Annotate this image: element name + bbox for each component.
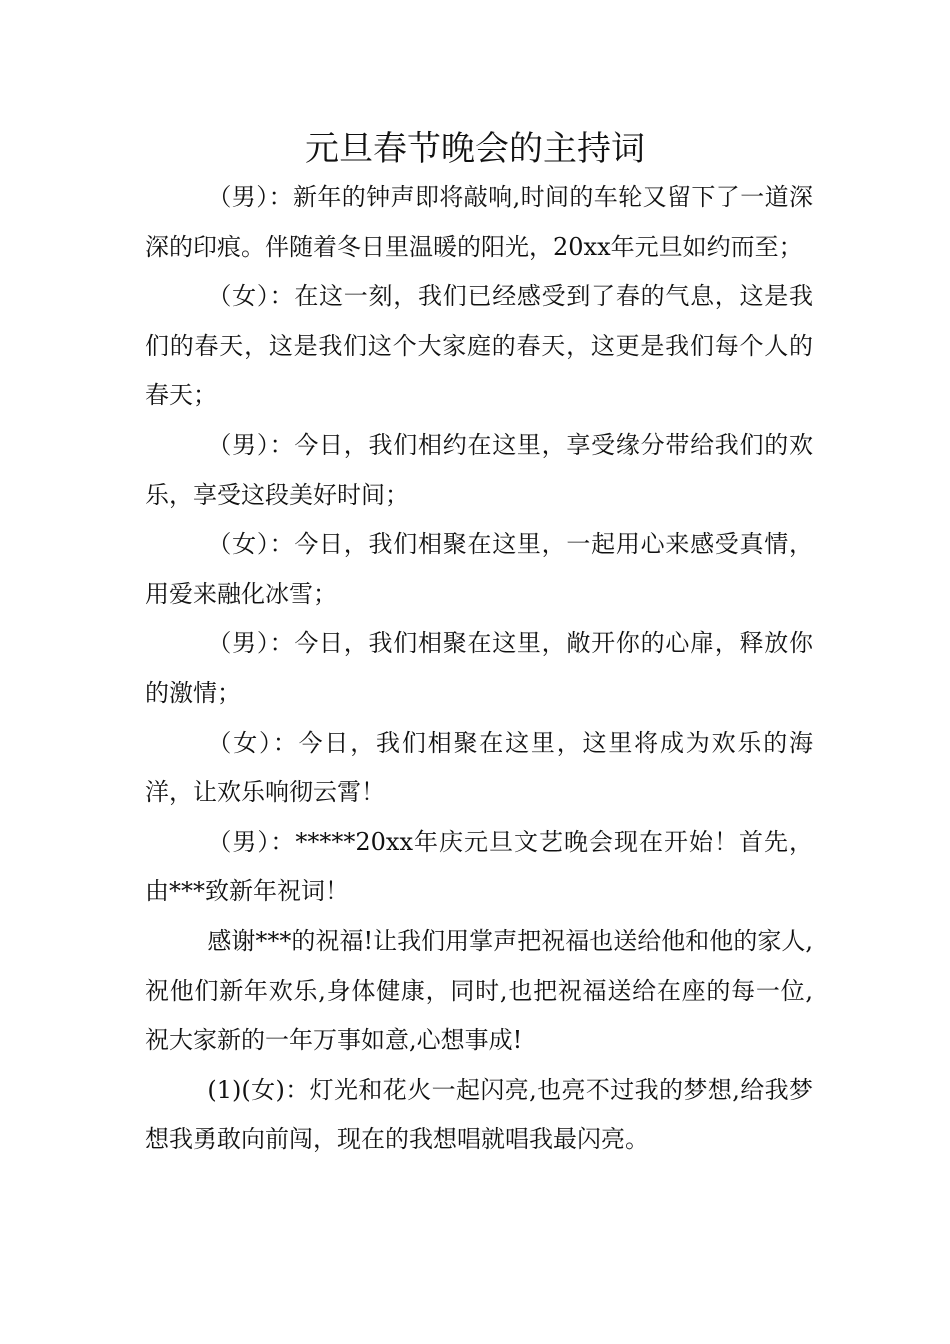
paragraph: （男）：今日，我们相约在这里，享受缘分带给我们的欢乐，享受这段美好时间；: [145, 430, 813, 509]
paragraph: （女）：今日，我们相聚在这里，一起用心来感受真情，用爱来融化冰雪；: [145, 530, 813, 608]
paragraph: (1)(女)：灯光和花火一起闪亮,也亮不过我的梦想,给我梦想我勇敢向前闯，现在的我想唱就唱我最闪亮。: [145, 1075, 813, 1154]
paragraph: （男）：*****20xx年庆元旦文艺晚会现在开始！首先，由***致新年祝词！: [145, 827, 813, 906]
document-body: [145, 173, 813, 1165]
document-title: 元旦春节晚会的主持词: [305, 129, 645, 169]
paragraph: 感谢***的祝福!让我们用掌声把祝福也送给他和他的家人,祝他们新年欢乐,身体健康，同时,也把祝福送给在座的每一位,祝大家新的一年万事如意,心想事成!: [145, 926, 813, 1055]
paragraph: （女）：今日，我们相聚在这里，这里将成为欢乐的海洋，让欢乐响彻云霄！: [145, 728, 813, 807]
paragraph: （女）：在这一刻，我们已经感受到了春的气息，这是我们的春天，这是我们这个大家庭的春天，这更是我们每个人的春天；: [145, 282, 813, 410]
paragraph: （男）：今日，我们相聚在这里，敞开你的心扉，释放你的激情；: [145, 629, 813, 707]
paragraph: （男）：新年的钟声即将敲响,时间的车轮又留下了一道深深的印痕。伴随着冬日里温暖的阳光，20xx年元旦如约而至；: [145, 183, 813, 261]
